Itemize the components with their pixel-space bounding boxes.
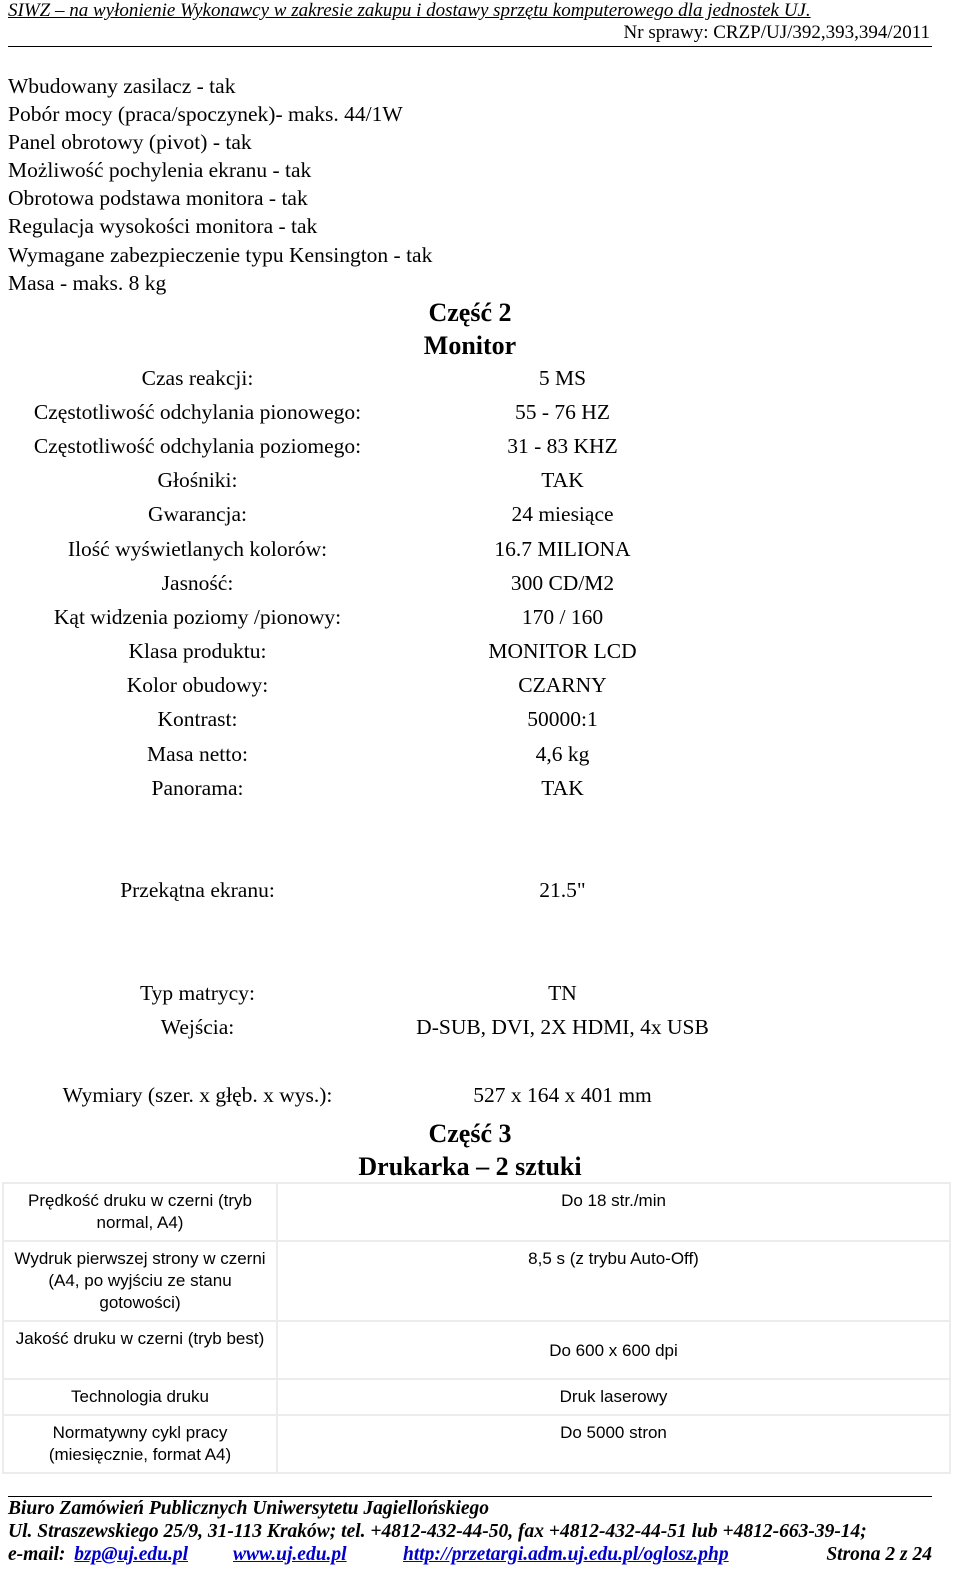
list-item: Obrotowa podstawa monitora - tak (8, 186, 308, 211)
footer-address: Ul. Straszewskiego 25/9, 31-113 Kraków; tel. +4812-432-44-50, fax +4812-432-44-51 lub +4812-663-39-14; (8, 1521, 867, 1542)
spec-row (0, 571, 960, 605)
spec-value: 16.7 MILIONA (494, 537, 631, 561)
spec-value: 55 - 76 HZ (515, 400, 610, 424)
table-cell-label: Normatywny cykl pracy (miesięcznie, format A4) (3, 1415, 277, 1473)
spec-label: Głośniki: (157, 468, 238, 492)
footer-office-name: Biuro Zamówień Publicznych Uniwersytetu Jagiellońskiego (8, 1498, 490, 1519)
spec-value: 170 / 160 (521, 605, 604, 629)
page-number: Strona 2 z 24 (826, 1544, 932, 1565)
spec-row (0, 605, 960, 639)
spec-row (0, 537, 960, 571)
list-item: Masa - maks. 8 kg (8, 270, 167, 295)
footer-contact-line (8, 1544, 932, 1566)
spec-value: 527 x 164 x 401 mm (473, 1083, 652, 1107)
spec-value: 300 CD/M2 (510, 571, 615, 595)
spec-row (0, 400, 960, 434)
email-label: e-mail: (8, 1544, 66, 1565)
table-row (3, 1415, 950, 1473)
spec-row (0, 434, 960, 468)
footer-divider (8, 1496, 932, 1497)
intro-spec-list (8, 72, 432, 297)
part2-heading: Część 2 (428, 298, 512, 327)
spec-label: Czas reakcji: (141, 366, 254, 390)
spec-row (0, 776, 960, 810)
spec-label: Ilość wyświetlanych kolorów: (67, 537, 328, 561)
spec-row (0, 742, 960, 776)
list-item: Panel obrotowy (pivot) - tak (8, 130, 252, 155)
table-cell-value: Do 18 str./min (277, 1183, 950, 1241)
table-cell-value: Druk laserowy (277, 1379, 950, 1415)
spec-value: D-SUB, DVI, 2X HDMI, 4x USB (416, 1015, 709, 1039)
table-cell-value: 8,5 s (z trybu Auto-Off) (277, 1241, 950, 1321)
spec-label: Kąt widzenia poziomy /pionowy: (53, 605, 342, 629)
table-row (3, 1321, 950, 1379)
spec-label: Jasność: (161, 571, 234, 595)
spec-row (0, 639, 960, 673)
part3-heading: Część 3 (428, 1119, 512, 1148)
list-item: Wbudowany zasilacz - tak (8, 74, 236, 98)
spec-value: CZARNY (518, 673, 607, 697)
spec-value: 31 - 83 KHZ (507, 434, 618, 458)
table-row (3, 1379, 950, 1415)
spec-value: 5 MS (538, 366, 587, 390)
spec-value: 24 miesiące (511, 502, 614, 526)
email-link[interactable]: bzp@uj.edu.pl (74, 1544, 189, 1565)
spec-value: 21.5" (539, 878, 586, 902)
spec-label: Częstotliwość odchylania poziomego: (33, 434, 362, 458)
spec-row (0, 707, 960, 741)
spec-label: Kolor obudowy: (126, 673, 269, 697)
part2-subheading: Monitor (423, 331, 517, 360)
spec-label: Panorama: (151, 776, 244, 800)
table-cell-label: Jakość druku w czerni (tryb best) (3, 1321, 277, 1379)
tender-link[interactable]: http://przetargi.adm.uj.edu.pl/oglosz.php (403, 1544, 729, 1565)
spec-value: 4,6 kg (535, 742, 590, 766)
case-number: Nr sprawy: CRZP/UJ/392,393,394/2011 (623, 22, 930, 43)
header-divider (8, 46, 932, 47)
spec-label: Przekątna ekranu: (120, 878, 275, 902)
spec-value: 50000:1 (527, 707, 598, 731)
spec-label: Klasa produktu: (128, 639, 267, 663)
spec-row (0, 673, 960, 707)
spec-value: TAK (541, 776, 584, 800)
part3-subheading: Drukarka – 2 sztuki (358, 1152, 582, 1181)
spec-value: MONITOR LCD (488, 639, 637, 663)
spec-row (0, 468, 960, 502)
spec-row (0, 366, 960, 400)
spec-label: Kontrast: (157, 707, 238, 731)
spec-row (0, 502, 960, 536)
printer-spec-table (2, 1182, 951, 1474)
table-cell-value: Do 5000 stron (277, 1415, 950, 1473)
document-header-title: SIWZ – na wyłonienie Wykonawcy w zakresie zakupu i dostawy sprzętu komputerowego dla jednostek UJ. (8, 0, 811, 21)
table-row (3, 1241, 950, 1321)
table-row (3, 1183, 950, 1241)
list-item: Wymagane zabezpieczenie typu Kensington - tak (8, 242, 433, 267)
spec-row (0, 981, 960, 1015)
spec-row (0, 1015, 960, 1049)
table-cell-label: Technologia druku (3, 1379, 277, 1415)
spec-label: Typ matrycy: (140, 981, 255, 1005)
spec-row (0, 1083, 960, 1117)
spec-row (0, 878, 960, 912)
spec-label: Wejścia: (160, 1015, 235, 1039)
spec-label: Masa netto: (147, 742, 248, 766)
spec-value: TAK (541, 468, 584, 492)
table-cell-value: Do 600 x 600 dpi (277, 1321, 950, 1379)
website-link[interactable]: www.uj.edu.pl (233, 1544, 347, 1565)
spec-label: Gwarancja: (147, 502, 248, 526)
spec-label: Wymiary (szer. x głęb. x wys.): (62, 1083, 333, 1107)
spec-value: TN (548, 981, 577, 1005)
table-cell-label: Prędkość druku w czerni (tryb normal, A4) (3, 1183, 277, 1241)
table-cell-label: Wydruk pierwszej strony w czerni (A4, po wyjściu ze stanu gotowości) (3, 1241, 277, 1321)
list-item: Regulacja wysokości monitora - tak (8, 214, 318, 239)
list-item: Możliwość pochylenia ekranu - tak (8, 158, 312, 183)
list-item: Pobór mocy (praca/spoczynek)- maks. 44/1W (8, 102, 403, 127)
spec-label: Częstotliwość odchylania pionowego: (33, 400, 362, 424)
